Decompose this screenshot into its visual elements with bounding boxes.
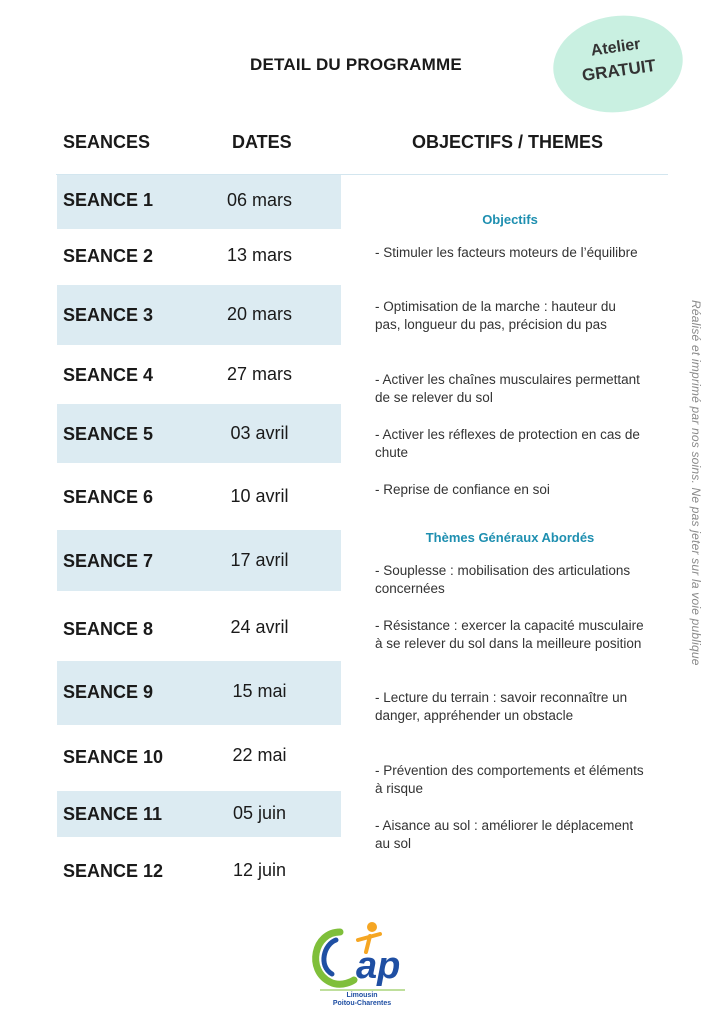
seance-name: SEANCE 7 [63,551,154,571]
table-row [57,661,341,725]
theme-item: - Aisance au sol : améliorer le déplacement au sol [375,818,634,851]
seance-date: 12 juin [232,860,287,880]
seance-date: 24 avril [230,617,289,637]
page-title: DETAIL DU PROGRAMME [250,55,462,74]
logo-region-line2: Poitou-Charentes [332,1000,392,1007]
seance-name: SEANCE 2 [63,246,154,266]
table-row [57,530,341,591]
logo-c-inner [324,940,336,974]
theme-item: - Lecture du terrain : savoir reconnaître un danger, appréhender un obstacle [375,690,628,723]
table-row [57,345,341,404]
objective-item: - Activer les réflexes de protection en cas de chute [375,427,640,460]
seance-name: SEANCE 9 [63,682,154,702]
table-row [57,229,341,285]
table-row [57,175,341,229]
seance-name: SEANCE 11 [63,804,163,824]
seance-name: SEANCE 8 [63,619,154,639]
print-notice: Réalisé et imprimé par nos soins. Ne pas jeter sur la voie publique [689,300,703,666]
seance-name: SEANCE 12 [63,861,164,881]
logo-wordmark: ap [356,945,401,987]
table-row [57,404,341,463]
objective-item: - Optimisation de la marche : hauteur du pas, longueur du pas, précision du pas [375,299,616,332]
theme-item: - Prévention des comportements et éléments à risque [375,763,644,796]
table-row [57,591,341,661]
seance-date: 06 mars [226,190,293,210]
table-row [57,837,341,897]
header-objectifs: OBJECTIFS / THEMES [412,132,604,152]
seance-name: SEANCE 6 [63,487,154,507]
seance-name: SEANCE 3 [63,305,154,325]
table-row [57,285,341,345]
theme-item: - Souplesse : mobilisation des articulations concernées [375,563,631,596]
table-row [57,725,341,791]
seance-name: SEANCE 10 [63,747,164,767]
seance-date: 15 mai [232,681,287,701]
themes-heading: Thèmes Généraux Abordés [425,530,595,545]
objective-item: - Stimuler les facteurs moteurs de l’équilibre [375,245,638,260]
seance-date: 10 avril [230,486,289,506]
seance-date: 27 mars [226,364,293,384]
objectives-heading: Objectifs [482,212,538,227]
seance-name: SEANCE 4 [63,365,154,385]
seance-date: 20 mars [226,304,293,324]
free-workshop-badge [547,7,689,120]
theme-item: - Résistance : exercer la capacité musculaire à se relever du sol dans la meilleure position [375,618,644,651]
header-dates: DATES [232,132,292,152]
badge-line-2: GRATUIT [580,55,658,86]
seance-name: SEANCE 5 [63,424,154,444]
cap-logo-mark [300,918,425,1008]
seance-date: 22 mai [232,745,287,765]
logo-figure-head [367,922,377,932]
table-row [57,791,341,837]
table-row [57,463,341,530]
badge-line-1: Atelier [589,35,642,60]
seance-date: 05 juin [232,803,287,823]
seance-date: 17 avril [230,550,289,570]
objective-item: - Activer les chaînes musculaires permettant de se relever du sol [375,372,640,405]
logo-region-line1: Limousin [346,992,378,999]
objective-item: - Reprise de confiance en soi [375,482,550,497]
header-seances: SEANCES [63,132,151,152]
seance-date: 03 avril [230,423,289,443]
seance-name: SEANCE 1 [63,190,154,210]
cap-logo [300,918,425,1008]
seance-date: 13 mars [226,245,293,265]
